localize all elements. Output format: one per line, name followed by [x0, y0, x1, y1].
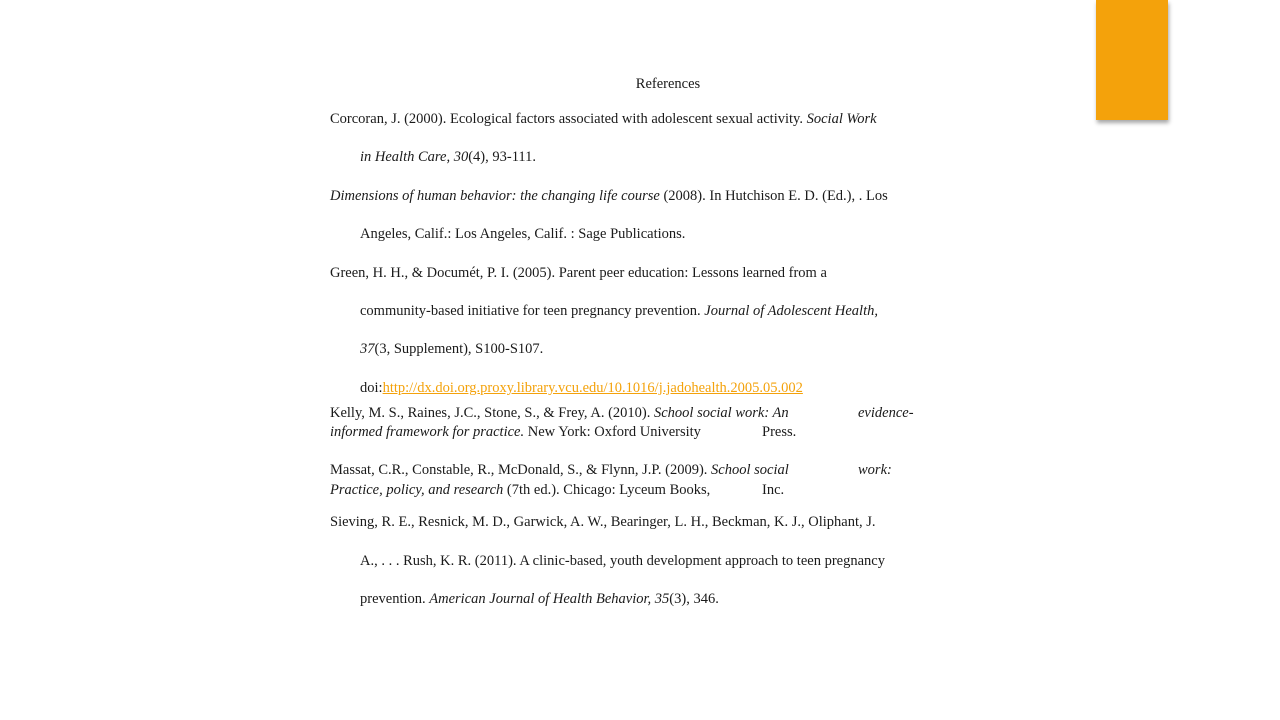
reference-kelly-tail: evidence- — [858, 405, 914, 421]
reference-massat: Massat, C.R., Constable, R., McDonald, S., & Flynn, J.P. (2009). School social — [330, 462, 789, 478]
reference-green-doi: doi:http://dx.doi.org.proxy.library.vcu.edu/10.1016/j.jadohealth.2005.05.002 — [360, 380, 803, 396]
reference-sieving-cont2: prevention. American Journal of Health Behavior, 35(3), 346. — [360, 591, 719, 607]
reference-green-cont: community-based initiative for teen pregnancy prevention. Journal of Adolescent Health, — [360, 303, 878, 319]
doi-link[interactable]: http://dx.doi.org.proxy.library.vcu.edu/10.1016/j.jadohealth.2005.05.002 — [382, 380, 803, 396]
reference-dimensions-cont: Angeles, Calif.: Los Angeles, Calif. : Sage Publications. — [360, 226, 686, 242]
accent-bar — [1096, 0, 1168, 120]
reference-sieving-cont: A., . . . Rush, K. R. (2011). A clinic-based, youth development approach to teen pregnancy — [360, 553, 885, 569]
reference-corcoran: Corcoran, J. (2000). Ecological factors associated with adolescent sexual activity. Social Work — [330, 111, 877, 127]
reference-kelly: Kelly, M. S., Raines, J.C., Stone, S., & Frey, A. (2010). School social work: An — [330, 405, 789, 421]
reference-kelly-cont-tail: Press. — [762, 424, 797, 440]
reference-green: Green, H. H., & Documét, P. I. (2005). Parent peer education: Lessons learned from a — [330, 265, 827, 281]
reference-dimensions: Dimensions of human behavior: the changing life course (2008). In Hutchison E. D. (Ed.), . Los — [330, 188, 888, 204]
references-heading: References — [635, 76, 701, 92]
reference-massat-cont: Practice, policy, and research (7th ed.). Chicago: Lyceum Books, — [330, 482, 711, 498]
reference-corcoran-cont: in Health Care, 30(4), 93-111. — [360, 149, 537, 165]
reference-massat-cont-tail: Inc. — [762, 482, 785, 498]
reference-massat-tail: work: — [858, 462, 892, 478]
reference-kelly-cont: informed framework for practice. New York: Oxford University — [330, 424, 701, 440]
reference-green-cont2: 37(3, Supplement), S100-S107. — [360, 341, 544, 357]
reference-sieving: Sieving, R. E., Resnick, M. D., Garwick, A. W., Bearinger, L. H., Beckman, K. J., Oliphant, J. — [330, 514, 876, 530]
